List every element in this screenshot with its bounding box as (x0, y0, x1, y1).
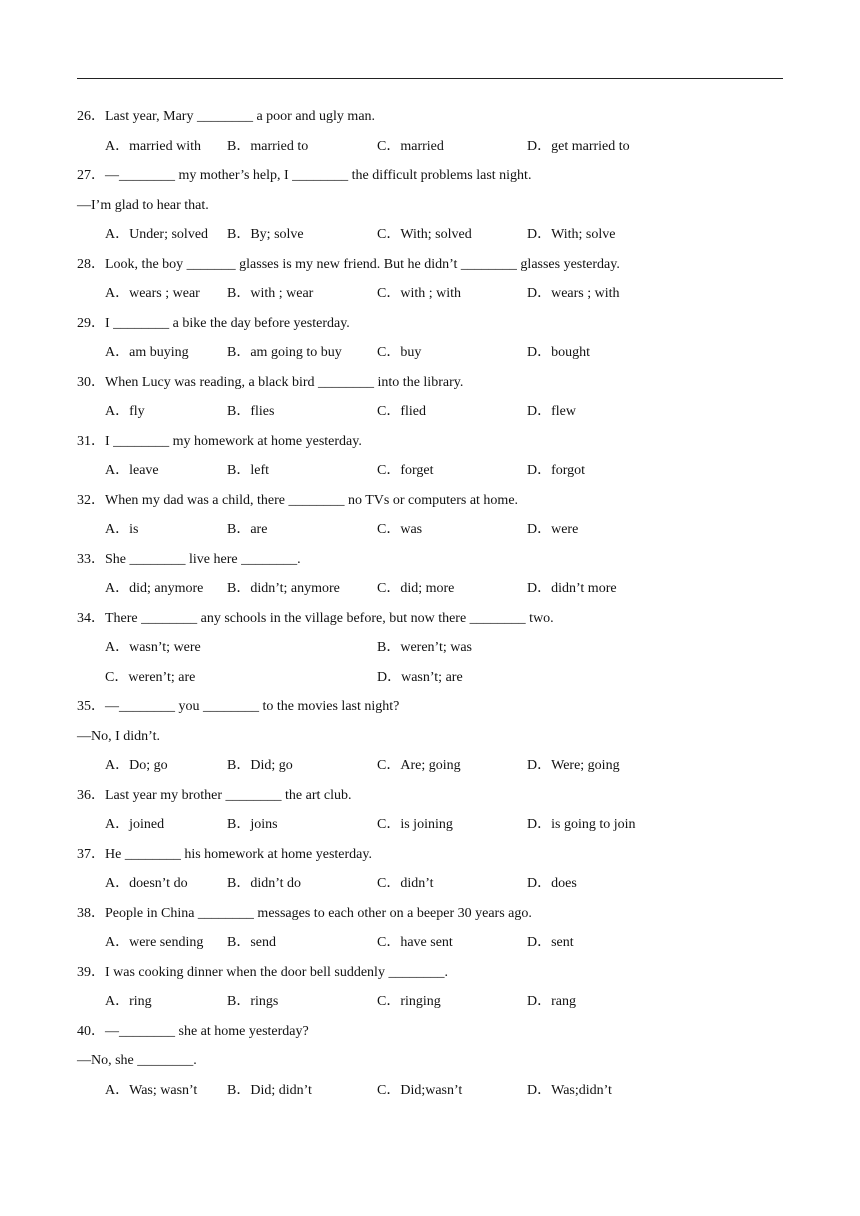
option-a: A．fly (105, 404, 145, 419)
option-d: D．didn’t more (527, 581, 617, 596)
option-d: D．rang (527, 994, 576, 1009)
options-row (77, 751, 783, 781)
question-stem: 29．I ________ a bike the day before yesterday. (77, 315, 350, 331)
option-c: C．flied (377, 404, 426, 419)
option-d: D．sent (527, 935, 574, 950)
question-stem: 27．—________ my mother’s help, I ________ the difficult problems last night. (77, 168, 532, 183)
options-row (77, 338, 783, 368)
option-d: D．bought (527, 345, 590, 360)
option-a: A．leave (105, 463, 159, 478)
option-d: D．does (527, 876, 577, 891)
question-stem: 30．When Lucy was reading, a black bird ________ into the library. (77, 374, 464, 390)
option-a: A．Under; solved (105, 227, 209, 242)
option-c: C．have sent (377, 935, 453, 950)
question-36 (77, 781, 783, 840)
option-b: B．married to (227, 138, 309, 154)
option-a: A．doesn’t do (105, 876, 188, 891)
options-row (77, 456, 783, 486)
option-b: B．am going to buy (227, 345, 342, 360)
options-row (77, 132, 783, 162)
option-c: C．was (377, 522, 423, 537)
option-a: A．Do; go (105, 758, 168, 773)
option-d: D．Were; going (527, 758, 620, 773)
question-27 (77, 161, 783, 250)
option-c: C．Are; going (377, 758, 461, 773)
option-b: B．Did; go (227, 758, 293, 773)
option-a: A．were sending (105, 935, 204, 950)
dialogue-reply: —I’m glad to hear that. (77, 197, 209, 213)
option-a: A．married with (105, 138, 202, 154)
question-stem: 38．People in China ________ messages to each other on a beeper 30 years ago. (77, 905, 532, 921)
options-row (77, 928, 783, 958)
option-b: B．are (227, 522, 268, 537)
option-a: A．did; anymore (105, 581, 204, 596)
option-c: C．Did;wasn’t (377, 1082, 463, 1098)
option-b: B．joins (227, 817, 278, 832)
option-a: A．is (105, 522, 139, 537)
question-stem: 28．Look, the boy _______ glasses is my new friend. But he didn’t ________ glasses yesterday. (77, 256, 620, 272)
question-stem: 26．Last year, Mary ________ a poor and ugly man. (77, 109, 376, 124)
option-d: D．forgot (527, 463, 586, 478)
option-c: C．With; solved (377, 227, 472, 242)
option-d: D．Was;didn’t (527, 1082, 612, 1098)
question-34 (77, 604, 783, 693)
options-row (77, 515, 783, 545)
question-35 (77, 692, 783, 781)
options-row (77, 810, 783, 840)
question-32 (77, 486, 783, 545)
options-row (77, 869, 783, 899)
question-37 (77, 840, 783, 899)
question-40 (77, 1017, 783, 1106)
option-c: C．forget (377, 463, 434, 478)
dialogue-reply: —No, she ________. (77, 1053, 197, 1068)
question-26 (77, 102, 783, 161)
header-rule (77, 78, 783, 79)
option-b: B．didn’t; anymore (227, 581, 340, 596)
options-row (77, 397, 783, 427)
question-stem: 35．—________ you ________ to the movies last night? (77, 699, 400, 714)
option-d: D．were (527, 522, 579, 537)
option-b: B．Did; didn’t (227, 1082, 312, 1098)
options-row (77, 574, 783, 604)
option-c: C．is joining (377, 817, 453, 832)
option-b: B．didn’t do (227, 876, 302, 891)
option-c: C．ringing (377, 994, 441, 1009)
option-c: C．with ; with (377, 286, 462, 301)
option-a: A．ring (105, 994, 152, 1009)
option-c: C．weren’t; are (105, 669, 196, 685)
option-a: A．wasn’t; were (105, 640, 201, 655)
question-stem: 32．When my dad was a child, there ________ no TVs or computers at home. (77, 492, 519, 508)
options-row (77, 279, 783, 309)
question-33 (77, 545, 783, 604)
option-d: D．wasn’t; are (377, 669, 463, 685)
option-b: B．with ; wear (227, 286, 314, 301)
question-stem: 36．Last year my brother ________ the art club. (77, 787, 352, 803)
option-b: B．By; solve (227, 227, 304, 242)
option-d: D．flew (527, 404, 576, 419)
options-row (77, 633, 783, 663)
question-29 (77, 309, 783, 368)
options-row (77, 987, 783, 1017)
options-row (77, 220, 783, 250)
option-d: D．is going to join (527, 817, 636, 832)
question-stem: 34．There ________ any schools in the village before, but now there ________ two. (77, 610, 554, 626)
option-a: A．joined (105, 817, 165, 832)
question-stem: 39．I was cooking dinner when the door bell suddenly ________. (77, 964, 448, 980)
option-b: B．left (227, 463, 269, 478)
option-c: C．didn’t (377, 876, 434, 891)
question-stem: 37．He ________ his homework at home yesterday. (77, 846, 372, 862)
option-c: C．married (377, 138, 444, 154)
option-b: B．weren’t; was (377, 640, 472, 655)
option-d: D．get married to (527, 138, 630, 154)
options-row (77, 663, 783, 693)
question-stem: 33．She ________ live here ________. (77, 551, 301, 567)
option-a: A．am buying (105, 345, 189, 360)
question-30 (77, 368, 783, 427)
option-d: D．wears ; with (527, 286, 620, 301)
question-stem: 31．I ________ my homework at home yesterday. (77, 433, 362, 449)
option-b: B．flies (227, 404, 275, 419)
question-stem: 40．—________ she at home yesterday? (77, 1023, 309, 1039)
option-d: D．With; solve (527, 227, 616, 242)
option-c: C．buy (377, 345, 422, 360)
option-b: B．send (227, 935, 276, 950)
option-a: A．Was; wasn’t (105, 1082, 198, 1098)
question-39 (77, 958, 783, 1017)
question-31 (77, 427, 783, 486)
option-a: A．wears ; wear (105, 286, 200, 301)
dialogue-reply: —No, I didn’t. (77, 728, 160, 744)
options-row (77, 1076, 783, 1106)
question-28 (77, 250, 783, 309)
option-b: B．rings (227, 994, 279, 1009)
question-list (77, 102, 783, 1105)
question-38 (77, 899, 783, 958)
option-c: C．did; more (377, 581, 455, 596)
